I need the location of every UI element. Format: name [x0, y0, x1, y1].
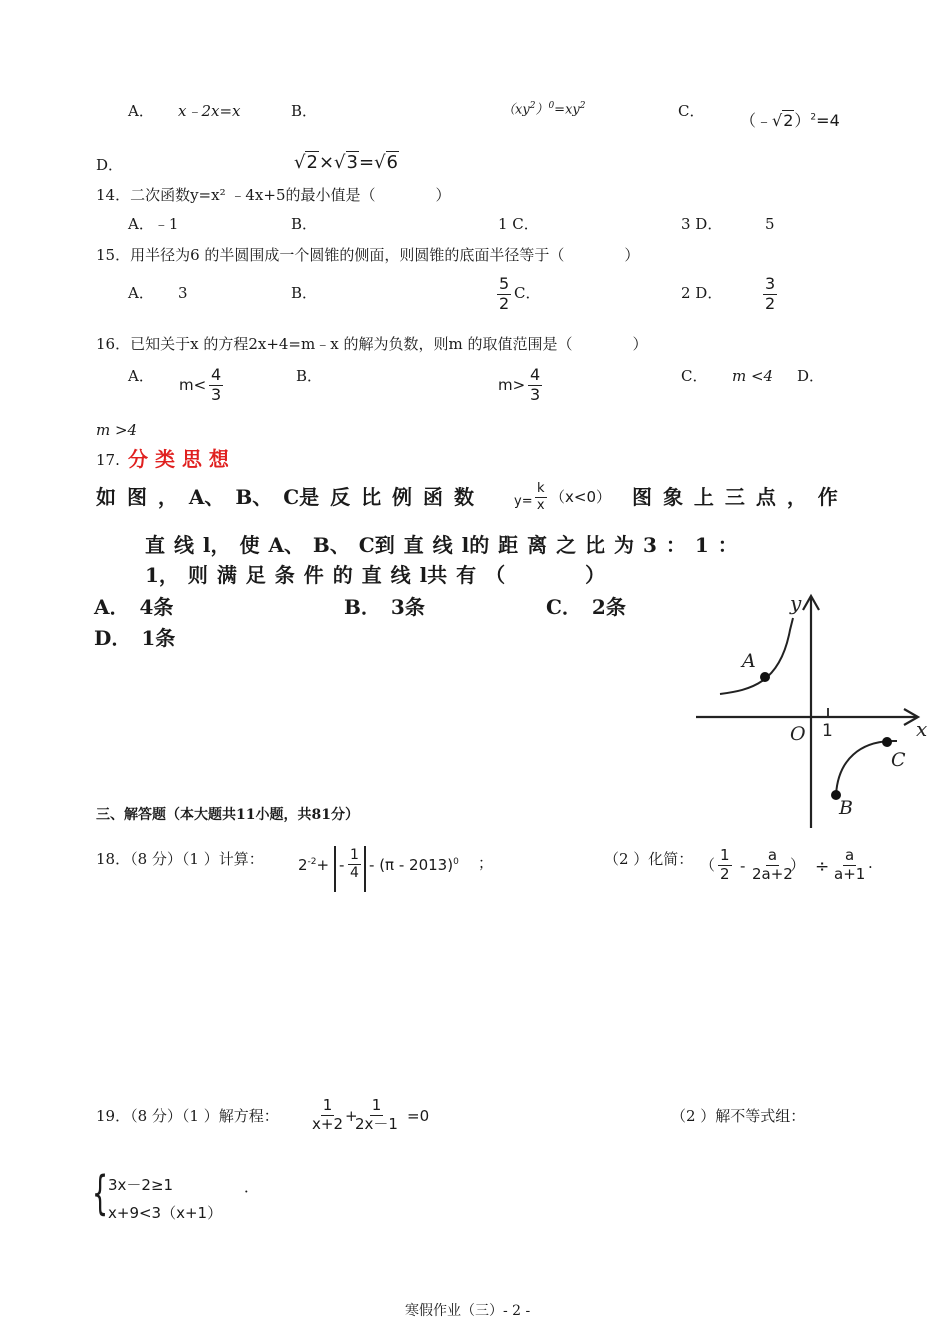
q17-line3: 1， 则 满 足 条 件 的 直 线 l共 有 （ ） — [145, 563, 606, 587]
q19-plus: + — [345, 1107, 358, 1125]
q18-abs-left-bar — [334, 846, 336, 892]
q13-c-result: =4 — [816, 111, 840, 130]
graph-point-a-dot — [760, 672, 770, 682]
q13-option-a-text: x﹣2x=x — [178, 102, 241, 120]
q17-function-numerator: k — [537, 481, 545, 496]
graph-upper-branch — [720, 618, 793, 694]
q15-d-denominator: 2 — [765, 293, 776, 313]
q17-function-fraction — [535, 482, 547, 512]
q17-function-lhs: y= — [514, 494, 533, 509]
q15-c-denominator: 2 — [499, 293, 510, 313]
q17-tag: 分 类 思 想 — [128, 447, 229, 471]
q16-option-a: A． — [128, 367, 154, 385]
q18-pi-exponent: 0 — [453, 857, 459, 867]
q17-option-d: D． 1条 — [94, 626, 176, 650]
q17-line1-post: 图 象 上 三 点 ， 作 — [632, 485, 838, 509]
q13-b-sup2: 0 — [548, 101, 555, 111]
q13-option-b-text — [502, 102, 585, 116]
q19-system-brace: { — [92, 1166, 109, 1220]
q16-option-d-value: m >4 — [96, 421, 138, 439]
q17-option-c: C． 2条 — [546, 595, 626, 619]
q18-abs-fraction — [348, 848, 361, 880]
q17-number: 17. — [96, 451, 120, 469]
q17-function-condition: （x<0） — [550, 488, 611, 506]
section-3-title: 三、解答题（本大题共11小题，共81分） — [96, 807, 359, 823]
q18-f1-denominator: 2 — [720, 864, 730, 883]
q19-f1-numerator: 1 — [322, 1096, 333, 1114]
q13-d-times: × — [318, 152, 335, 173]
q16-option-c-value: m <4 — [732, 367, 774, 385]
q14-option-a: A．﹣1 — [128, 215, 179, 233]
q16-option-a-fraction — [209, 367, 223, 404]
q13-c-open: （﹣ — [740, 111, 773, 130]
graph-lower-branch — [836, 741, 897, 795]
q16-stem: 16．已知关于x 的方程2x+4=m﹣x 的解为负数，则m 的取值范围是（ ） — [96, 335, 648, 353]
q19-system-line1: 3x－2≥1 — [108, 1176, 174, 1194]
q16-b-numerator: 4 — [530, 365, 541, 384]
q18-exponent: -2 — [307, 857, 317, 867]
q18-abs-numerator: 1 — [350, 847, 359, 863]
q13-c-radicand: 2 — [783, 111, 794, 130]
q13-d-eq: = — [358, 152, 375, 173]
q13-b-part2: ） — [535, 102, 549, 118]
q18-minus-pi — [369, 858, 459, 873]
q19-part2-label: （2 ）解不等式组： — [671, 1107, 806, 1125]
q16-option-d: D． — [797, 367, 825, 385]
q19-f2-denominator: 2x－1 — [355, 1114, 398, 1133]
q19-f2-numerator: 1 — [371, 1096, 382, 1114]
q18-f3-denominator: a+1 — [834, 864, 866, 883]
q16-option-b-lhs: m> — [498, 376, 526, 394]
q16-a-numerator: 4 — [211, 365, 222, 384]
q18-pi-expression: (π - 2013) — [379, 856, 454, 874]
q18-minus: - — [369, 856, 375, 874]
q13-d-rad2: 3 — [346, 152, 358, 173]
q13-c-sup: 2 — [810, 112, 817, 123]
q18-abs-right-bar — [364, 846, 366, 892]
q16-option-b-fraction — [528, 367, 542, 404]
q13-option-d-text: √2×√3=√6 — [294, 152, 398, 173]
q18-simplify-close: ） — [790, 856, 806, 874]
q16-option-c: C． — [681, 367, 708, 385]
q15-option-d: 2 D． — [681, 284, 723, 302]
q13-option-c-label: C． — [678, 102, 705, 120]
q16-b-denominator: 3 — [530, 384, 541, 404]
page-footer: 寒假作业（三）- 2 - — [405, 1303, 531, 1319]
graph-point-c-label: C — [891, 749, 906, 771]
q13-option-c-text: （﹣√2）$^2$=4 — [740, 111, 840, 130]
q18-f1-numerator: 1 — [720, 846, 730, 864]
q13-option-d-label: D． — [96, 156, 124, 174]
q17-inverse-function-graph — [690, 590, 940, 835]
q15-option-c: C． — [514, 284, 541, 302]
q18-semicolon: ； — [478, 854, 494, 872]
q16-a-denominator: 3 — [211, 384, 222, 404]
q15-option-d-fraction — [763, 276, 777, 313]
q17-line2: 直 线 l， 使 A、 B、 C到 直 线 l的 距 离 之 比 为 3 ： 1 ： — [145, 533, 738, 557]
q14-option-c: 1 C． — [498, 215, 539, 233]
q15-option-b: B． — [291, 284, 318, 302]
q15-c-numerator: 5 — [499, 274, 510, 293]
q18-simplify-dot: . — [868, 854, 873, 872]
q14-option-d-value: 5 — [765, 215, 775, 233]
q13-option-a-label: A． — [128, 102, 154, 120]
q15-d-numerator: 3 — [765, 274, 776, 293]
q14-stem: 14．二次函数y=x² ﹣4x+5的最小值是（ ） — [96, 186, 451, 204]
q19-f1-denominator: x+2 — [312, 1114, 343, 1133]
q18-expression — [298, 858, 329, 873]
q13-d-rad1: 2 — [306, 152, 318, 173]
q13-b-sup1: 2 — [529, 101, 536, 111]
q17-option-a: A． 4条 — [94, 595, 174, 619]
graph-point-a-label: A — [742, 650, 756, 672]
q15-stem: 15．用半径为6 的半圆围成一个圆锥的侧面，则圆锥的底面半径等于（ ） — [96, 246, 640, 264]
q15-option-a-value: 3 — [178, 284, 188, 302]
q18-simplify-fraction3 — [834, 848, 865, 883]
graph-tick-label: 1 — [822, 721, 833, 741]
q13-b-sup3: 2 — [579, 101, 586, 111]
q18-abs-sign: - — [339, 856, 345, 874]
q19-system-line2: x+9<3（x+1） — [108, 1204, 223, 1222]
q18-prefix: 18．（8 分）（1 ）计算： — [96, 850, 264, 868]
q13-b-part1: （xy — [502, 102, 530, 118]
q18-simplify-fraction1 — [718, 848, 732, 883]
q19-system-dot: ． — [244, 1178, 260, 1196]
q14-option-d: 3 D． — [681, 215, 723, 233]
graph-y-label: y — [790, 591, 802, 615]
q18-plus: + — [316, 856, 330, 874]
q19-equals-zero: =0 — [407, 1107, 430, 1125]
graph-point-c-dot — [882, 737, 892, 747]
q13-b-part3: =xy — [554, 102, 580, 118]
q18-simplify-minus: - — [740, 857, 746, 875]
q18-f2-denominator: 2a+2 — [752, 864, 793, 883]
q17-line1-pre: 如 图 ， A、 B、 C是 反 比 例 函 数 — [96, 485, 474, 509]
graph-x-label: x — [916, 717, 928, 741]
q13-c-close: ） — [794, 111, 811, 130]
q19-fraction1 — [312, 1098, 343, 1133]
q19-fraction2 — [355, 1098, 398, 1133]
graph-origin-label: O — [790, 723, 806, 745]
q13-option-b-label: B． — [291, 102, 318, 120]
q18-simplify-open: （ — [700, 856, 716, 874]
q13-d-rad3: 6 — [386, 152, 398, 173]
q18-abs-denominator: 4 — [350, 864, 359, 881]
q17-option-b: B． 3条 — [344, 595, 425, 619]
q18-f3-numerator: a — [845, 846, 855, 864]
q16-option-b: B． — [296, 367, 323, 385]
graph-point-b-label: B — [839, 797, 853, 819]
q18-f2-numerator: a — [767, 846, 778, 864]
q15-option-c-fraction — [497, 276, 511, 313]
q18-base: 2 — [298, 856, 308, 874]
q19-prefix: 19．（8 分）（1 ）解方程： — [96, 1107, 279, 1125]
q16-option-a-lhs: m< — [179, 376, 207, 394]
q15-option-a: A． — [128, 284, 154, 302]
q18-part2-label: （2 ）化简： — [604, 850, 694, 868]
q18-simplify-fraction2 — [752, 848, 793, 883]
q14-option-b: B． — [291, 215, 318, 233]
q17-function-denominator: x — [536, 497, 545, 513]
q18-simplify-divide: ÷ — [815, 857, 830, 877]
